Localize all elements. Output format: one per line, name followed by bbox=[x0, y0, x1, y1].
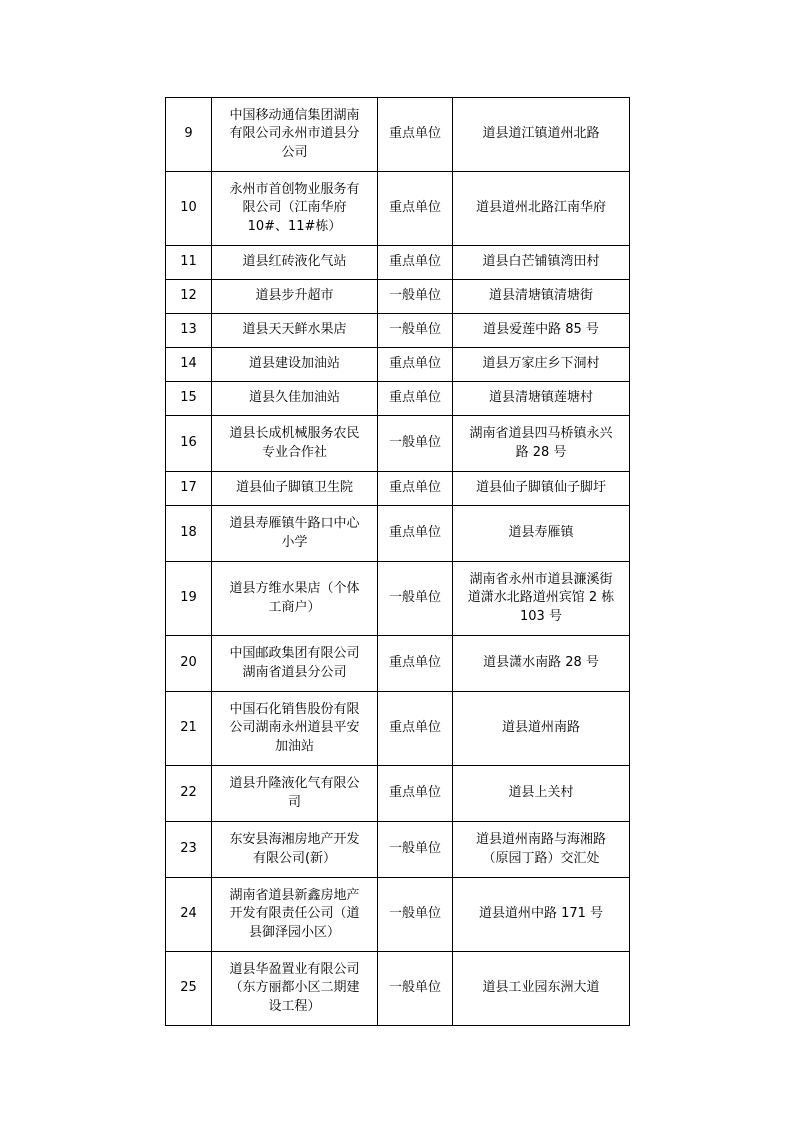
address-cell-text: 道县道州北路江南华府 bbox=[475, 200, 606, 216]
address-cell bbox=[453, 98, 630, 172]
unit-name-cell-text: 道县寿雁镇牛路口中心 小学 bbox=[229, 516, 360, 550]
unit-name-cell bbox=[212, 952, 378, 1026]
address-cell-text: 道县仙子脚镇仙子脚圩 bbox=[475, 480, 606, 496]
unit-name-cell-text: 道县久佳加油站 bbox=[248, 390, 340, 406]
row-number-cell-text: 11 bbox=[180, 254, 197, 270]
row-number-cell-text: 16 bbox=[180, 435, 197, 451]
unit-table bbox=[165, 97, 630, 1026]
unit-name-cell bbox=[212, 692, 378, 766]
address-cell bbox=[453, 692, 630, 766]
unit-type-cell-text: 一般单位 bbox=[388, 435, 441, 451]
unit-name-cell bbox=[212, 766, 378, 822]
address-cell-text: 道县寿雁镇 bbox=[508, 525, 574, 541]
unit-name-cell bbox=[212, 172, 378, 246]
address-cell bbox=[453, 822, 630, 878]
unit-type-cell bbox=[378, 382, 453, 416]
unit-name-cell-text: 道县华盈置业有限公司 （东方丽都小区二期建 设工程） bbox=[229, 961, 360, 1014]
address-cell bbox=[453, 562, 630, 636]
unit-name-cell-text: 中国移动通信集团湖南 有限公司永州市道县分 公司 bbox=[229, 107, 360, 160]
table-row bbox=[166, 952, 630, 1026]
unit-name-cell-text: 东安县海湘房地产开发 有限公司(新） bbox=[229, 832, 360, 866]
table-row bbox=[166, 692, 630, 766]
row-number-cell bbox=[166, 692, 212, 766]
table-row bbox=[166, 766, 630, 822]
row-number-cell-text: 23 bbox=[180, 841, 197, 857]
unit-name-cell bbox=[212, 246, 378, 280]
address-cell bbox=[453, 636, 630, 692]
unit-name-cell bbox=[212, 472, 378, 506]
unit-name-cell bbox=[212, 562, 378, 636]
address-cell-text: 道县上关村 bbox=[508, 785, 574, 801]
row-number-cell-text: 20 bbox=[180, 655, 197, 671]
row-number-cell-text: 14 bbox=[180, 356, 197, 372]
row-number-cell bbox=[166, 822, 212, 878]
unit-type-cell-text: 一般单位 bbox=[388, 906, 441, 922]
unit-type-cell-text: 重点单位 bbox=[388, 254, 441, 270]
table-row bbox=[166, 416, 630, 472]
address-cell bbox=[453, 348, 630, 382]
unit-type-cell bbox=[378, 472, 453, 506]
unit-name-cell-text: 道县仙子脚镇卫生院 bbox=[235, 480, 353, 496]
unit-type-cell-text: 重点单位 bbox=[388, 390, 441, 406]
address-cell bbox=[453, 246, 630, 280]
address-cell-text: 道县潇水南路 28 号 bbox=[483, 655, 599, 671]
unit-type-cell-text: 一般单位 bbox=[388, 590, 441, 606]
address-cell bbox=[453, 766, 630, 822]
address-cell bbox=[453, 280, 630, 314]
unit-type-cell bbox=[378, 280, 453, 314]
address-cell bbox=[453, 416, 630, 472]
row-number-cell-text: 12 bbox=[180, 288, 197, 304]
table-row bbox=[166, 506, 630, 562]
row-number-cell-text: 9 bbox=[184, 126, 193, 142]
row-number-cell bbox=[166, 172, 212, 246]
address-cell-text: 道县道州南路与海湘路 （原园丁路）交汇处 bbox=[475, 832, 606, 866]
row-number-cell bbox=[166, 246, 212, 280]
row-number-cell-text: 25 bbox=[180, 980, 197, 996]
table-body bbox=[166, 98, 630, 1026]
row-number-cell bbox=[166, 382, 212, 416]
address-cell-text: 道县清塘镇清塘街 bbox=[488, 288, 593, 304]
address-cell bbox=[453, 878, 630, 952]
unit-name-cell-text: 道县红砖液化气站 bbox=[242, 254, 347, 270]
row-number-cell bbox=[166, 348, 212, 382]
unit-name-cell bbox=[212, 314, 378, 348]
unit-name-cell bbox=[212, 506, 378, 562]
unit-name-cell-text: 湖南省道县新鑫房地产 开发有限责任公司（道 县御泽园小区） bbox=[229, 887, 360, 940]
unit-name-cell-text: 中国邮政集团有限公司 湖南省道县分公司 bbox=[229, 646, 360, 680]
table-row bbox=[166, 878, 630, 952]
address-cell bbox=[453, 314, 630, 348]
unit-type-cell bbox=[378, 172, 453, 246]
unit-type-cell-text: 重点单位 bbox=[388, 785, 441, 801]
unit-name-cell-text: 道县方维水果店（个体 工商户） bbox=[229, 581, 360, 615]
table-row bbox=[166, 822, 630, 878]
unit-name-cell bbox=[212, 636, 378, 692]
unit-type-cell-text: 一般单位 bbox=[388, 980, 441, 996]
unit-type-cell bbox=[378, 506, 453, 562]
row-number-cell-text: 10 bbox=[180, 200, 197, 216]
row-number-cell bbox=[166, 878, 212, 952]
table-row bbox=[166, 472, 630, 506]
unit-type-cell-text: 重点单位 bbox=[388, 655, 441, 671]
table-row bbox=[166, 562, 630, 636]
unit-type-cell bbox=[378, 878, 453, 952]
row-number-cell-text: 18 bbox=[180, 525, 197, 541]
unit-type-cell-text: 重点单位 bbox=[388, 720, 441, 736]
unit-type-cell-text: 重点单位 bbox=[388, 356, 441, 372]
unit-type-cell bbox=[378, 952, 453, 1026]
unit-type-cell-text: 重点单位 bbox=[388, 126, 441, 142]
unit-name-cell bbox=[212, 98, 378, 172]
unit-type-cell bbox=[378, 416, 453, 472]
unit-type-cell-text: 重点单位 bbox=[388, 480, 441, 496]
address-cell-text: 道县道州中路 171 号 bbox=[478, 906, 604, 922]
address-cell bbox=[453, 382, 630, 416]
unit-type-cell bbox=[378, 98, 453, 172]
unit-type-cell bbox=[378, 348, 453, 382]
unit-name-cell-text: 永州市首创物业服务有 限公司（江南华府 10#、11#栋） bbox=[229, 181, 360, 234]
unit-name-cell bbox=[212, 822, 378, 878]
unit-name-cell-text: 道县长成机械服务农民 专业合作社 bbox=[229, 426, 360, 460]
address-cell bbox=[453, 172, 630, 246]
address-cell-text: 道县工业园东洲大道 bbox=[482, 980, 600, 996]
unit-name-cell bbox=[212, 280, 378, 314]
address-cell-text: 湖南省永州市道县濂溪街 道潇水北路道州宾馆 2 栋 103 号 bbox=[467, 571, 615, 624]
table-row bbox=[166, 382, 630, 416]
unit-type-cell bbox=[378, 562, 453, 636]
address-cell bbox=[453, 472, 630, 506]
unit-name-cell bbox=[212, 382, 378, 416]
unit-name-cell bbox=[212, 878, 378, 952]
unit-name-cell-text: 道县步升超市 bbox=[255, 288, 334, 304]
unit-type-cell bbox=[378, 822, 453, 878]
unit-name-cell-text: 中国石化销售股份有限 公司湖南永州道县平安 加油站 bbox=[229, 701, 360, 754]
address-cell-text: 道县白芒铺镇湾田村 bbox=[482, 254, 600, 270]
row-number-cell-text: 19 bbox=[180, 590, 197, 606]
table-row bbox=[166, 98, 630, 172]
row-number-cell-text: 15 bbox=[180, 390, 197, 406]
address-cell-text: 道县道州南路 bbox=[501, 720, 580, 736]
address-cell-text: 湖南省道县四马桥镇永兴 路 28 号 bbox=[469, 426, 613, 460]
row-number-cell bbox=[166, 952, 212, 1026]
row-number-cell bbox=[166, 506, 212, 562]
row-number-cell bbox=[166, 280, 212, 314]
unit-name-cell-text: 道县升隆液化气有限公 司 bbox=[229, 776, 360, 810]
table-row bbox=[166, 314, 630, 348]
unit-type-cell-text: 一般单位 bbox=[388, 841, 441, 857]
row-number-cell-text: 17 bbox=[180, 480, 197, 496]
address-cell-text: 道县清塘镇莲塘村 bbox=[488, 390, 593, 406]
unit-type-cell bbox=[378, 766, 453, 822]
row-number-cell bbox=[166, 766, 212, 822]
address-cell bbox=[453, 506, 630, 562]
unit-type-cell-text: 重点单位 bbox=[388, 200, 441, 216]
table-row bbox=[166, 172, 630, 246]
unit-type-cell-text: 重点单位 bbox=[388, 525, 441, 541]
address-cell-text: 道县爱莲中路 85 号 bbox=[483, 322, 599, 338]
table-row bbox=[166, 280, 630, 314]
unit-type-cell-text: 一般单位 bbox=[388, 288, 441, 304]
row-number-cell bbox=[166, 472, 212, 506]
row-number-cell bbox=[166, 314, 212, 348]
unit-type-cell-text: 一般单位 bbox=[388, 322, 441, 338]
row-number-cell bbox=[166, 98, 212, 172]
address-cell-text: 道县道江镇道州北路 bbox=[482, 126, 600, 142]
table-row bbox=[166, 636, 630, 692]
address-cell-text: 道县万家庄乡下洞村 bbox=[482, 356, 600, 372]
unit-type-cell bbox=[378, 692, 453, 766]
unit-type-cell bbox=[378, 636, 453, 692]
row-number-cell-text: 21 bbox=[180, 720, 197, 736]
row-number-cell bbox=[166, 636, 212, 692]
row-number-cell-text: 22 bbox=[180, 785, 197, 801]
table-row bbox=[166, 348, 630, 382]
row-number-cell-text: 13 bbox=[180, 322, 197, 338]
row-number-cell bbox=[166, 562, 212, 636]
unit-type-cell bbox=[378, 246, 453, 280]
unit-name-cell bbox=[212, 416, 378, 472]
address-cell bbox=[453, 952, 630, 1026]
row-number-cell bbox=[166, 416, 212, 472]
row-number-cell-text: 24 bbox=[180, 906, 197, 922]
unit-type-cell bbox=[378, 314, 453, 348]
unit-name-cell-text: 道县天天鲜水果店 bbox=[242, 322, 347, 338]
unit-name-cell-text: 道县建设加油站 bbox=[248, 356, 340, 372]
table-row bbox=[166, 246, 630, 280]
unit-name-cell bbox=[212, 348, 378, 382]
